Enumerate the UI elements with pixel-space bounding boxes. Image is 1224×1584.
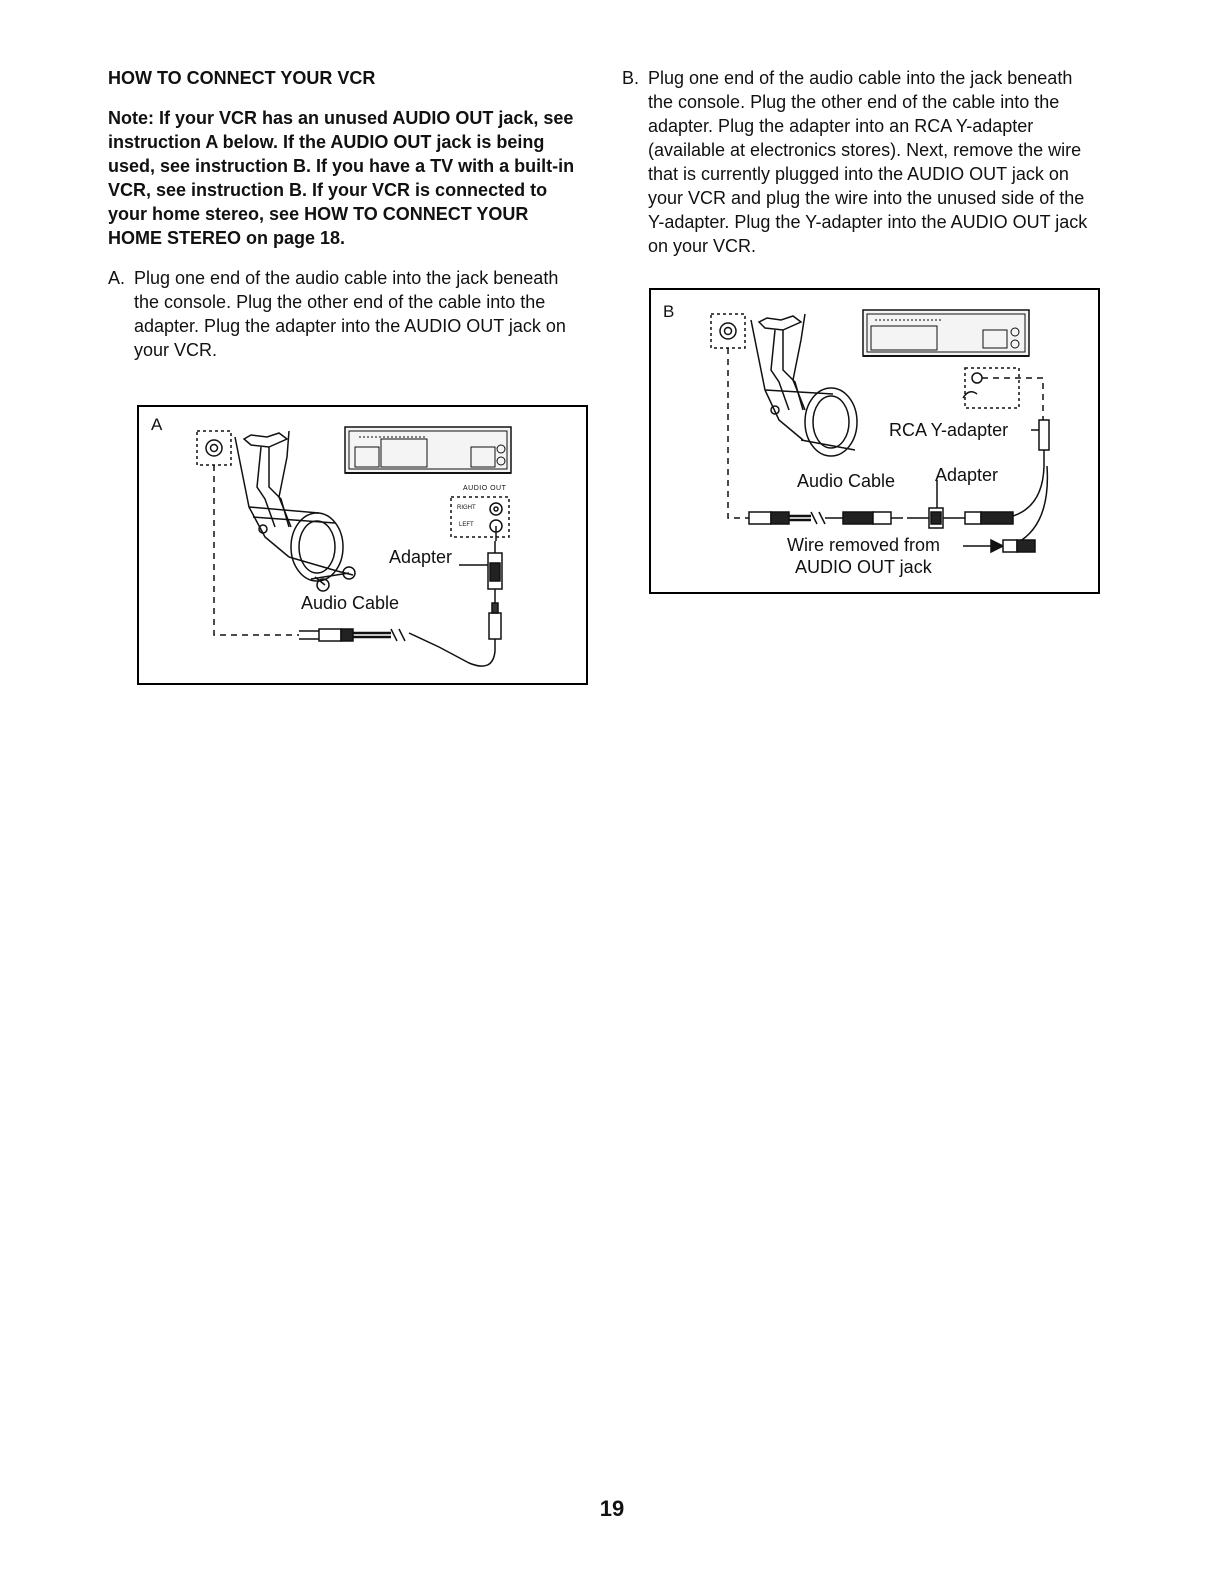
instruction-b [622,66,1100,258]
figure-b-letter: B [663,302,675,321]
left-label: LEFT [459,522,474,528]
instruction-a-text: Plug one end of the audio cable into the jack beneath the console. Plug the other end of the cable into the adapter. Plug the adapter into the AUDIO OUT jack on your VCR. [134,268,566,360]
audio-out-label: AUDIO OUT [463,485,507,492]
dashed-cable-path [728,348,749,518]
instruction-b-text: Plug one end of the audio cable into the jack beneath the console. Plug the other end of the cable into the adapter. Plug the adapter into an RCA Y-adapter (available at electronics stores). Next, remove the wire that is currently plugged into the AUDIO OUT jack on your VCR and plug the wire into the unused side of the Y-adapter. Plug the Y-adapter into the AUDIO OUT jack on your VCR. [648,68,1088,256]
page-number: 19 [599,1496,625,1521]
figure-b [649,288,1100,594]
figure-a-drawing [139,407,586,683]
instruction-a-letter: A. [108,268,126,288]
rca-y-adapter-label: RCA Y-adapter [889,420,1009,440]
instruction-a [108,266,586,362]
left-column [108,66,586,362]
section-heading: HOW TO CONNECT YOUR VCR [108,68,376,88]
console-jack-icon [711,314,745,348]
figure-a-letter: A [151,415,163,434]
adapter-label: Adapter [935,465,999,485]
figure-a [137,405,588,685]
vcr-icon [863,310,1029,356]
adapter-icon [459,541,502,589]
audio-cable-label: Audio Cable [301,593,400,613]
elliptical-trainer-icon [235,431,355,591]
elliptical-trainer-icon [751,314,857,456]
rca-y-adapter-icon [1013,420,1049,544]
dashed-cable-path [214,465,299,635]
wire-removed-label-line2: AUDIO OUT jack [795,557,932,577]
audio-cable-icon [749,512,903,524]
vcr-icon [345,427,511,473]
note-paragraph: Note: If your VCR has an unused AUDIO OUT jack, see instruction A below. If the AUDIO OUT jack is being used, see instruction B. If you have a TV with a built-in VCR, see instruction B. If your VCR is connected to your home stereo, see HOW TO CONNECT YOUR HOME STEREO on page 18. [108,108,575,248]
right-column [622,66,1100,258]
wire-removed-icon [963,540,1035,552]
audio-cable-label: Audio Cable [797,471,896,491]
adapter-label: Adapter [389,547,453,567]
console-jack-icon [197,431,231,465]
adapter-icon [907,480,1013,528]
instruction-b-letter: B. [622,68,640,88]
wire-removed-label-line1: Wire removed from [787,535,941,555]
right-label: RIGHT [457,505,476,511]
